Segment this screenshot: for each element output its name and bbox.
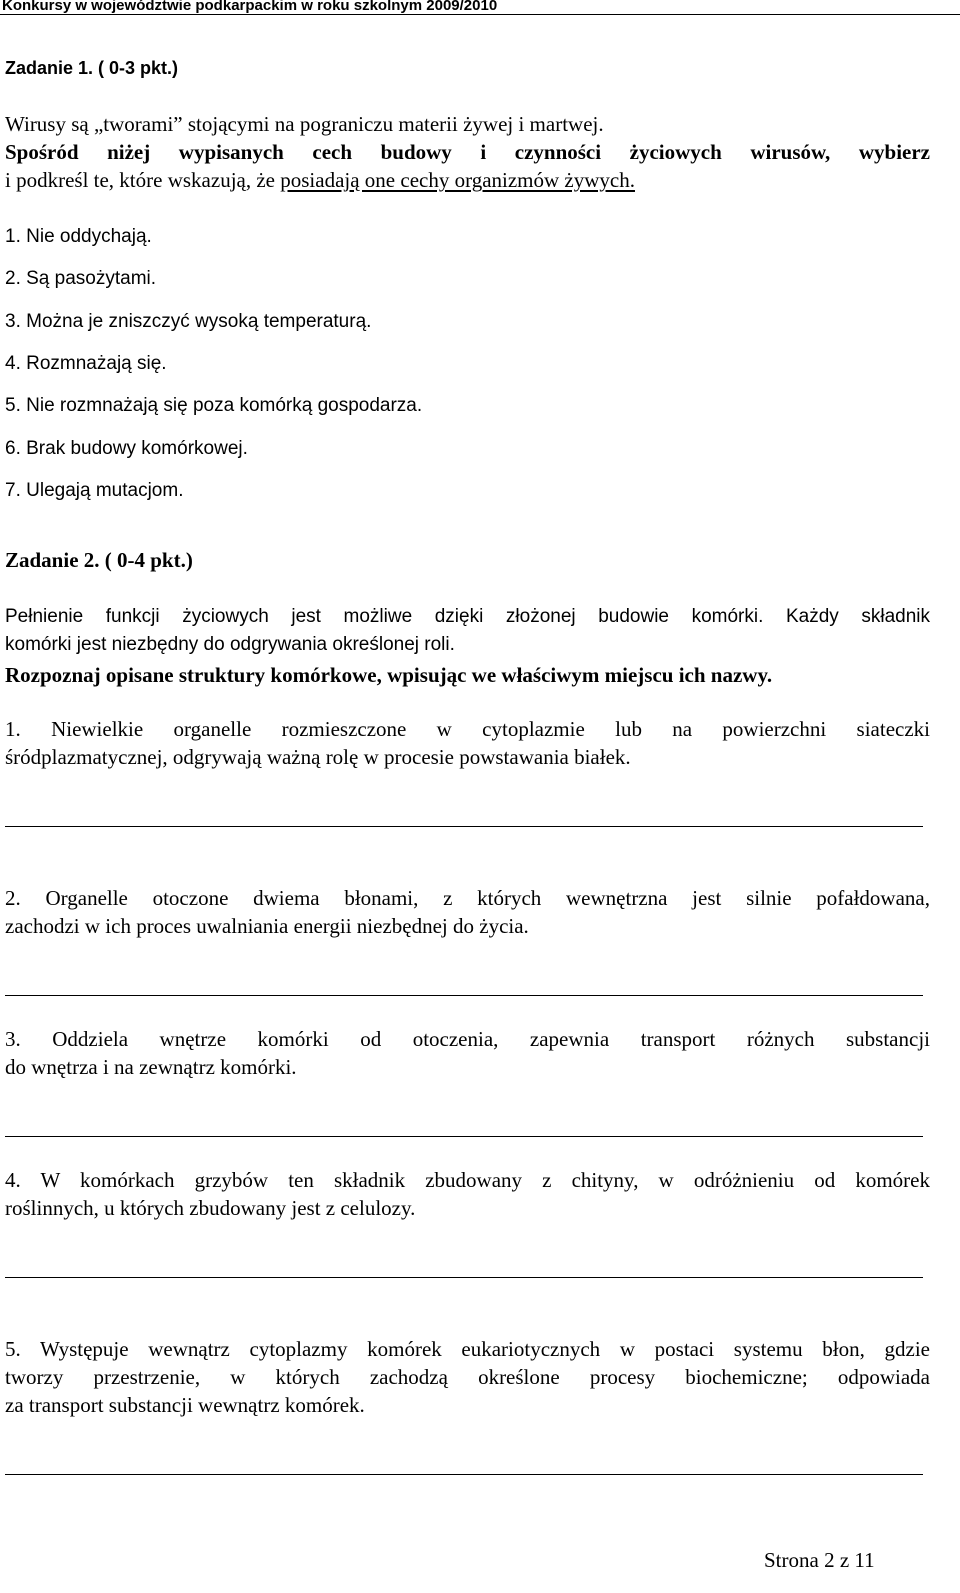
question-2-line2: zachodzi w ich proces uwalniania energii niezbędnej do życia. <box>5 914 529 938</box>
question-4-line2: roślinnych, u których zbudowany jest z celulozy. <box>5 1196 416 1220</box>
instruction-underlined-text: posiadają one cechy organizmów żywych. <box>280 168 635 192</box>
answer-line-1 <box>5 826 923 827</box>
task1-instruction-line1: Spośród niżej wypisanych cech budowy i czynności życiowych wirusów, wybierz <box>5 140 930 164</box>
task2-heading: Zadanie 2. ( 0-4 pkt.) <box>5 548 193 572</box>
answer-line-2 <box>5 995 923 996</box>
task1-intro: Wirusy są „tworami” stojącymi na pograniczu materii żywej i martwej. <box>5 112 604 136</box>
question-5-line1: 5. Występuje wewnątrz cytoplazmy komórek eukariotycznych w postaci systemu błon, gdzie <box>5 1337 930 1361</box>
task1-item-1: 1. Nie oddychają. <box>5 226 152 247</box>
answer-line-3 <box>5 1136 923 1137</box>
task1-item-2: 2. Są pasożytami. <box>5 268 157 289</box>
task1-item-5: 5. Nie rozmnażają się poza komórką gospodarza. <box>5 395 423 416</box>
question-3-line1: 3. Oddziela wnętrze komórki od otoczenia, zapewnia transport różnych substancji <box>5 1027 930 1051</box>
instruction-text: i podkreśl te, które wskazują, że <box>5 168 281 192</box>
header-title: Konkursy w województwie podkarpackim w roku szkolnym 2009/2010 <box>2 0 498 14</box>
page-header <box>0 0 960 15</box>
question-3-line2: do wnętrza i na zewnątrz komórki. <box>5 1055 297 1079</box>
answer-line-5 <box>5 1474 923 1475</box>
task2-intro-line1: Pełnienie funkcji życiowych jest możliwe dzięki złożonej budowie komórki. Każdy składnik <box>5 606 930 627</box>
question-2-line1: 2. Organelle otoczone dwiema błonami, z których wewnętrzna jest silnie pofałdowana, <box>5 886 930 910</box>
task1-item-4: 4. Rozmnażają się. <box>5 353 167 374</box>
task1-item-6: 6. Brak budowy komórkowej. <box>5 438 248 459</box>
answer-line-4 <box>5 1277 923 1278</box>
task2-instruction: Rozpoznaj opisane struktury komórkowe, wpisując we właściwym miejscu ich nazwy. <box>5 663 773 687</box>
task1-item-3: 3. Można je zniszczyć wysoką temperaturą. <box>5 311 372 332</box>
question-4-line1: 4. W komórkach grzybów ten składnik zbudowany z chityny, w odróżnieniu od komórek <box>5 1168 930 1192</box>
question-1-line2: śródplazmatycznej, odgrywają ważną rolę w procesie powstawania białek. <box>5 745 631 769</box>
task2-intro-line2: komórki jest niezbędny do odgrywania określonej roli. <box>5 634 455 655</box>
task1-item-7: 7. Ulegają mutacjom. <box>5 480 184 501</box>
task1-instruction-line2 <box>5 168 635 193</box>
page-number: Strona 2 z 11 <box>764 1548 875 1572</box>
task1-heading: Zadanie 1. ( 0-3 pkt.) <box>5 58 179 78</box>
question-1-line1: 1. Niewielkie organelle rozmieszczone w cytoplazmie lub na powierzchni siateczki <box>5 717 930 741</box>
question-5-line3: za transport substancji wewnątrz komórek. <box>5 1393 365 1417</box>
question-5-line2: tworzy przestrzenie, w których zachodzą określone procesy biochemiczne; odpowiada <box>5 1365 930 1389</box>
